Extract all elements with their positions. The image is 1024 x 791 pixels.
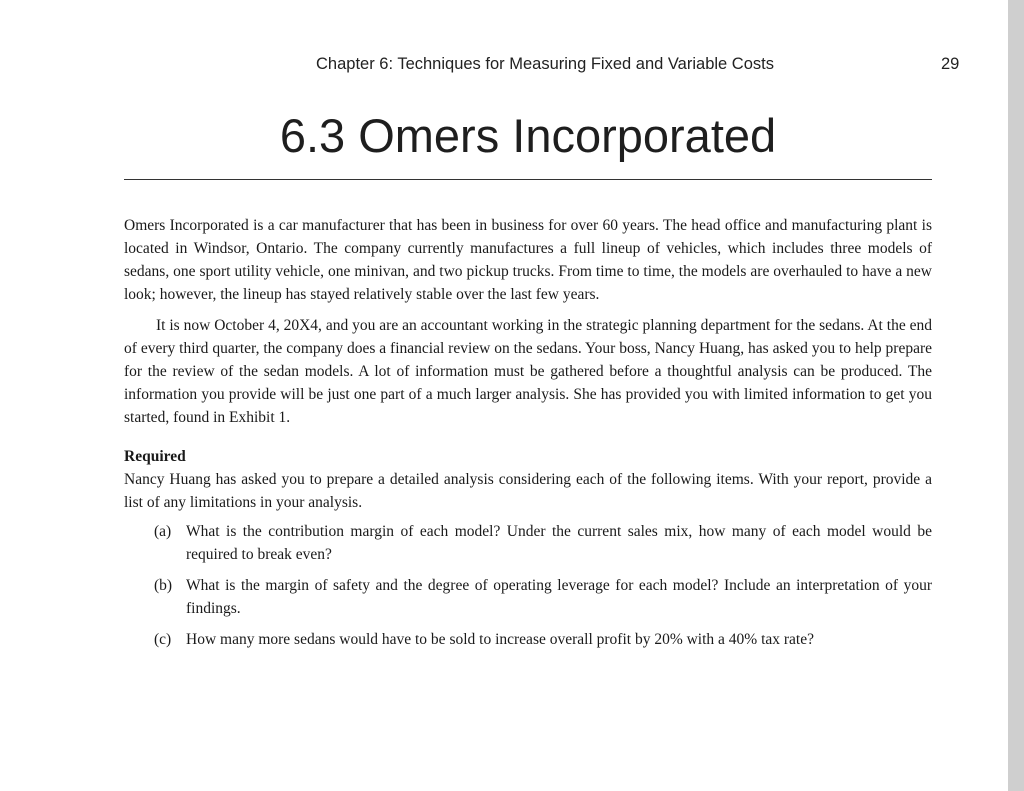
intro-paragraph: Omers Incorporated is a car manufacturer that has been in business for over 60 years. The head office and manufacturing plant is located in Windsor, Ontario. The company currently manufactures a full lineup of vehicles, which includes three models of sedans, one sport utility vehicle, one minivan, and two pickup trucks. From time to time, the models are overhauled to have a new look; however, the lineup has stayed relatively stable over the last few years. bbox=[124, 217, 932, 303]
item-marker: (a) bbox=[154, 523, 172, 540]
body-text bbox=[124, 214, 932, 659]
context-paragraph: It is now October 4, 20X4, and you are an accountant working in the strategic planning department for the sedans. At the end of every third quarter, the company does a financial review on the sedans. Your boss, Nancy Huang, has asked you to help prepare for the review of the sedan models. A lot of information must be gathered before a thoughtful analysis can be produced. The information you provide will be just one part of a much larger analysis. She has provided you with limited information to get you started, found in Exhibit 1. bbox=[124, 317, 932, 426]
title-divider bbox=[124, 179, 932, 180]
required-items-list bbox=[124, 520, 932, 651]
list-item bbox=[154, 628, 932, 651]
item-text: How many more sedans would have to be sold to increase overall profit by 20% with a 40% tax rate? bbox=[186, 631, 814, 648]
item-marker: (b) bbox=[154, 577, 173, 594]
vertical-scrollbar[interactable] bbox=[1008, 0, 1024, 791]
list-item bbox=[154, 520, 932, 566]
required-heading: Required bbox=[124, 448, 186, 465]
section-title: 6.3 Omers Incorporated bbox=[279, 109, 777, 162]
item-text: What is the contribution margin of each model? Under the current sales mix, how many of each model would be required to break even? bbox=[186, 523, 932, 563]
item-marker: (c) bbox=[154, 631, 172, 648]
required-intro: Nancy Huang has asked you to prepare a detailed analysis considering each of the following items. With your report, provide a list of any limitations in your analysis. bbox=[124, 471, 932, 511]
item-text: What is the margin of safety and the degree of operating leverage for each model? Include an interpretation of your findings. bbox=[186, 577, 932, 617]
list-item bbox=[154, 574, 932, 620]
running-head: Chapter 6: Techniques for Measuring Fixed and Variable Costs bbox=[316, 55, 774, 73]
page-number: 29 bbox=[941, 55, 960, 73]
